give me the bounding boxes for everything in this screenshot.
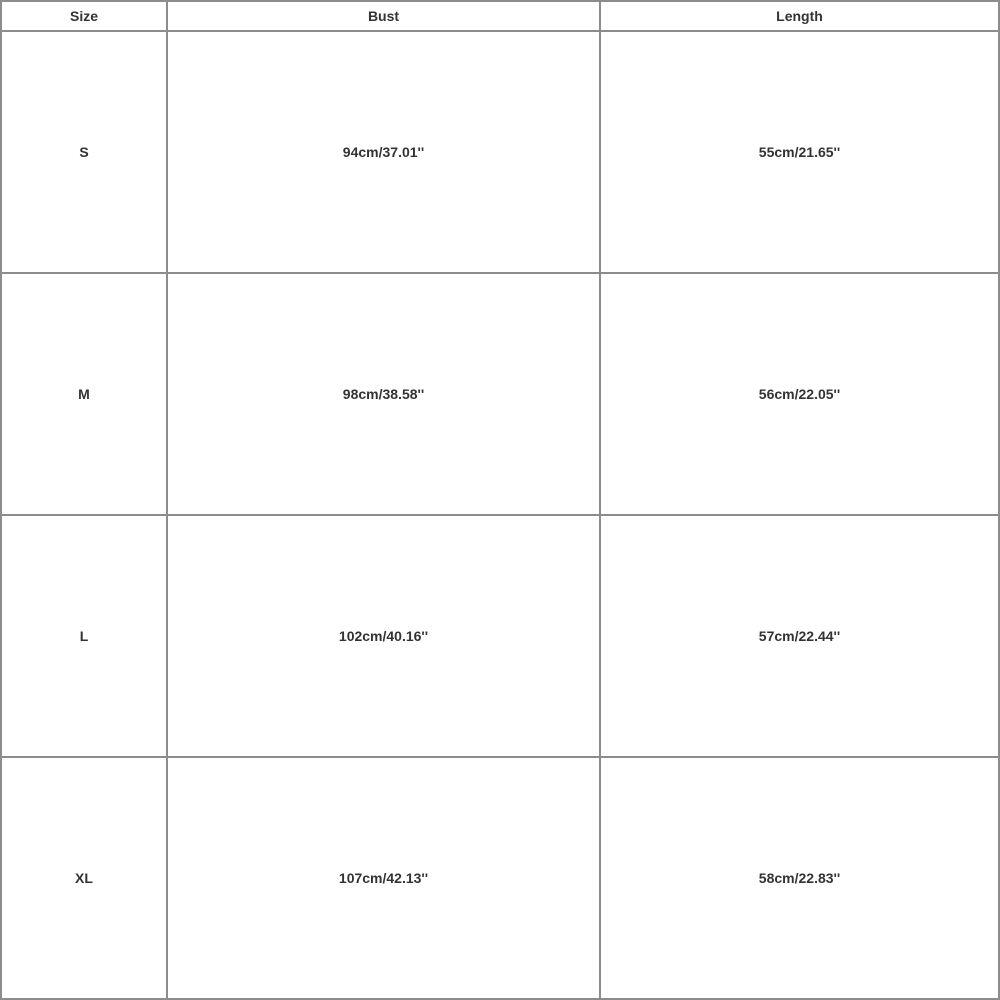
cell-length: 55cm/21.65'': [601, 32, 1000, 274]
table-row: [2, 274, 1000, 516]
table-row: [2, 516, 1000, 758]
header-bust: Bust: [168, 2, 601, 32]
table-header: [2, 2, 1000, 32]
cell-length: 56cm/22.05'': [601, 274, 1000, 516]
table-body: [2, 32, 1000, 1000]
cell-length: 58cm/22.83'': [601, 758, 1000, 1000]
header-length: Length: [601, 2, 1000, 32]
cell-size: XL: [2, 758, 168, 1000]
cell-size: L: [2, 516, 168, 758]
cell-size: S: [2, 32, 168, 274]
header-row: [2, 2, 1000, 32]
cell-length: 57cm/22.44'': [601, 516, 1000, 758]
cell-size: M: [2, 274, 168, 516]
cell-bust: 98cm/38.58'': [168, 274, 601, 516]
table-row: [2, 32, 1000, 274]
header-size: Size: [2, 2, 168, 32]
cell-bust: 107cm/42.13'': [168, 758, 601, 1000]
cell-bust: 94cm/37.01'': [168, 32, 601, 274]
cell-bust: 102cm/40.16'': [168, 516, 601, 758]
table-row: [2, 758, 1000, 1000]
